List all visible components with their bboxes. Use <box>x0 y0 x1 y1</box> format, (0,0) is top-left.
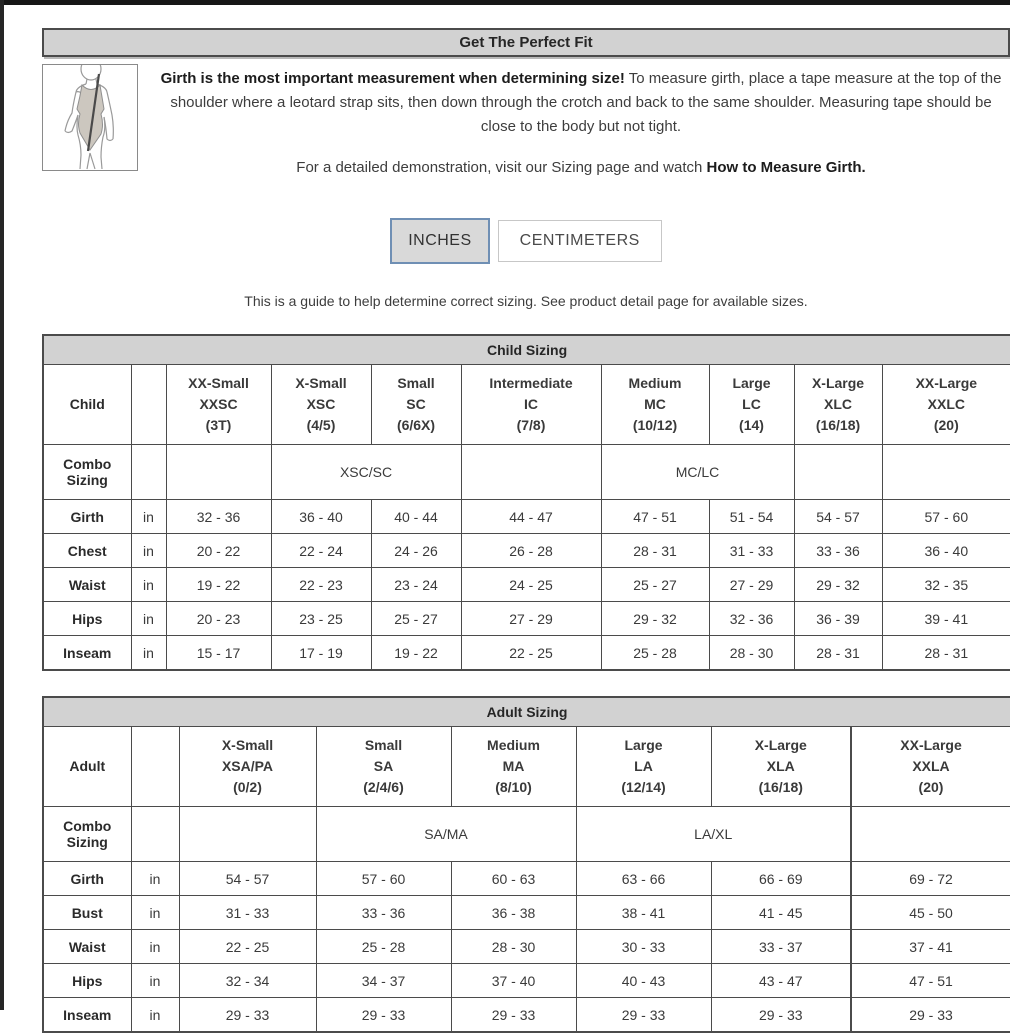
size-header-line: (3T) <box>205 417 232 433</box>
size-header-line: XXLC <box>927 396 965 412</box>
combo-sizing-cell <box>794 445 882 500</box>
size-header-line: (6/6X) <box>396 417 436 433</box>
measurement-value: 36 - 39 <box>794 602 882 636</box>
table-title: Child Sizing <box>43 335 1010 365</box>
screenshot-left-border <box>0 0 4 1010</box>
size-column-header <box>451 727 576 807</box>
measurement-row <box>43 568 1010 602</box>
combo-sizing-cell <box>166 445 271 500</box>
combo-sizing-row <box>43 807 1010 862</box>
size-header-line: XX-Small <box>188 375 249 391</box>
size-column-header <box>709 365 794 445</box>
measurement-value: 29 - 33 <box>851 998 1010 1033</box>
unit-toggle-group <box>42 218 1010 264</box>
size-header-line: X-Large <box>811 375 865 391</box>
size-header-line: (2/4/6) <box>363 779 404 795</box>
unit-header-cell <box>131 365 166 445</box>
combo-sizing-cell: XSC/SC <box>271 445 461 500</box>
measurement-value: 63 - 66 <box>576 862 711 896</box>
table-title-row <box>43 697 1010 727</box>
size-header-line: (10/12) <box>632 417 678 433</box>
measurement-value: 47 - 51 <box>851 964 1010 998</box>
measurement-value: 28 - 31 <box>794 636 882 671</box>
size-header-line: (20) <box>918 779 944 795</box>
measurement-value: 57 - 60 <box>882 500 1010 534</box>
measurement-value: 32 - 36 <box>166 500 271 534</box>
measurement-value: 15 - 17 <box>166 636 271 671</box>
measurement-value: 47 - 51 <box>601 500 709 534</box>
measurement-value: 22 - 25 <box>461 636 601 671</box>
child-sizing-table <box>42 334 1010 671</box>
measurement-value: 22 - 23 <box>271 568 371 602</box>
row-group-label: Child <box>43 365 131 445</box>
intro-text-column <box>138 64 1010 176</box>
size-header-line: (16/18) <box>758 779 803 795</box>
combo-sizing-cell: LA/XL <box>576 807 851 862</box>
measurement-value: 29 - 32 <box>601 602 709 636</box>
combo-sizing-cell <box>179 807 316 862</box>
size-header-line: XSC <box>306 396 336 412</box>
size-header-line: Small <box>364 737 403 753</box>
size-header-line: IC <box>524 396 538 412</box>
unit-cell: in <box>131 534 166 568</box>
size-header-row <box>43 727 1010 807</box>
measurement-row <box>43 602 1010 636</box>
measurement-value: 30 - 33 <box>576 930 711 964</box>
measurement-value: 23 - 24 <box>371 568 461 602</box>
size-header-line: SC <box>406 396 426 412</box>
measurement-value: 29 - 33 <box>179 998 316 1033</box>
unit-cell: in <box>131 930 179 964</box>
measurement-value: 36 - 38 <box>451 896 576 930</box>
measurement-value: 44 - 47 <box>461 500 601 534</box>
measurement-value: 51 - 54 <box>709 500 794 534</box>
measurement-value: 32 - 36 <box>709 602 794 636</box>
size-header-line: (0/2) <box>233 779 262 795</box>
measurement-value: 26 - 28 <box>461 534 601 568</box>
size-column-header <box>271 365 371 445</box>
measurement-value: 20 - 22 <box>166 534 271 568</box>
measurement-value: 27 - 29 <box>461 602 601 636</box>
measurement-label: Hips <box>43 964 131 998</box>
measurement-value: 33 - 36 <box>794 534 882 568</box>
measurement-value: 28 - 30 <box>451 930 576 964</box>
measurement-value: 37 - 40 <box>451 964 576 998</box>
size-header-row <box>43 365 1010 445</box>
measurement-value: 40 - 43 <box>576 964 711 998</box>
measurement-value: 17 - 19 <box>271 636 371 671</box>
measurement-value: 28 - 31 <box>601 534 709 568</box>
measurement-row <box>43 896 1010 930</box>
measurement-value: 23 - 25 <box>271 602 371 636</box>
size-header-line: SA <box>373 758 394 774</box>
intro-bold-text: Girth is the most important measurement when determining size! <box>160 70 625 87</box>
unit-cell: in <box>131 896 179 930</box>
size-header-line: XLA <box>766 758 795 774</box>
size-column-header <box>166 365 271 445</box>
measurement-value: 20 - 23 <box>166 602 271 636</box>
measurement-value: 33 - 37 <box>711 930 851 964</box>
measurement-label: Waist <box>43 930 131 964</box>
size-column-header <box>576 727 711 807</box>
table-title: Adult Sizing <box>43 697 1010 727</box>
measurement-value: 24 - 25 <box>461 568 601 602</box>
measurement-value: 43 - 47 <box>711 964 851 998</box>
size-header-line: Small <box>397 375 435 391</box>
measurement-value: 37 - 41 <box>851 930 1010 964</box>
size-header-line: Medium <box>628 375 682 391</box>
measurement-value: 29 - 32 <box>794 568 882 602</box>
size-header-line: (14) <box>739 417 764 433</box>
demo-bold-text: How to Measure Girth. <box>706 159 866 176</box>
measurement-value: 40 - 44 <box>371 500 461 534</box>
size-header-line: Large <box>732 375 771 391</box>
unit-cell: in <box>131 500 166 534</box>
leotard-illustration-box <box>42 64 138 171</box>
combo-sizing-cell <box>851 807 1010 862</box>
size-column-header <box>371 365 461 445</box>
measurement-value: 34 - 37 <box>316 964 451 998</box>
measurement-value: 31 - 33 <box>179 896 316 930</box>
measurement-label: Chest <box>43 534 131 568</box>
measurement-row <box>43 964 1010 998</box>
measurement-value: 36 - 40 <box>271 500 371 534</box>
demo-text: For a detailed demonstration, visit our Sizing page and watch <box>296 159 707 176</box>
unit-cell <box>131 445 166 500</box>
combo-sizing-label: Combo Sizing <box>43 445 131 500</box>
size-column-header <box>179 727 316 807</box>
combo-sizing-label: Combo Sizing <box>43 807 131 862</box>
measurement-label: Hips <box>43 602 131 636</box>
unit-cell <box>131 807 179 862</box>
size-column-header <box>882 365 1010 445</box>
size-header-line: X-Large <box>754 737 807 753</box>
measurement-value: 28 - 31 <box>882 636 1010 671</box>
adult-sizing-table <box>42 696 1010 1033</box>
measurement-value: 36 - 40 <box>882 534 1010 568</box>
measurement-value: 29 - 33 <box>316 998 451 1033</box>
size-header-line: Intermediate <box>489 375 573 391</box>
size-header-line: Medium <box>487 737 540 753</box>
measurement-value: 57 - 60 <box>316 862 451 896</box>
row-group-label: Adult <box>43 727 131 807</box>
combo-sizing-row <box>43 445 1010 500</box>
size-header-line: (16/18) <box>815 417 861 433</box>
measurement-row <box>43 636 1010 671</box>
measurement-row <box>43 930 1010 964</box>
size-header-line: XX-Large <box>915 375 978 391</box>
size-column-header <box>851 727 1010 807</box>
measurement-value: 25 - 27 <box>601 568 709 602</box>
size-header-line: (20) <box>933 417 959 433</box>
measurement-value: 25 - 27 <box>371 602 461 636</box>
size-header-line: XLC <box>824 396 852 412</box>
measurement-label: Waist <box>43 568 131 602</box>
measurement-value: 29 - 33 <box>711 998 851 1033</box>
combo-sizing-cell <box>461 445 601 500</box>
size-column-header <box>316 727 451 807</box>
measurement-value: 32 - 34 <box>179 964 316 998</box>
measurement-value: 32 - 35 <box>882 568 1010 602</box>
intro-body-text: To measure girth, place a tape measure at the top of the shoulder where a leotard strap sits, then down through the crotch and back to the same shoulder. Measuring tape should be close to the body but not tight. <box>170 70 1002 135</box>
size-header-line: LA <box>634 758 653 774</box>
measurement-value: 28 - 30 <box>709 636 794 671</box>
measurement-value: 54 - 57 <box>794 500 882 534</box>
measurement-value: 38 - 41 <box>576 896 711 930</box>
unit-cell: in <box>131 602 166 636</box>
size-header-line: (4/5) <box>306 417 336 433</box>
size-column-header <box>794 365 882 445</box>
size-header-line: (12/14) <box>621 779 666 795</box>
page-title: Get The Perfect Fit <box>459 34 593 51</box>
size-header-line: X-Small <box>295 375 347 391</box>
measurement-value: 24 - 26 <box>371 534 461 568</box>
intro-section <box>42 64 1010 176</box>
measurement-label: Girth <box>43 862 131 896</box>
unit-cell: in <box>131 568 166 602</box>
demo-instruction-line <box>154 159 1008 176</box>
measurement-value: 39 - 41 <box>882 602 1010 636</box>
size-header-line: X-Small <box>221 737 274 753</box>
unit-cell: in <box>131 964 179 998</box>
size-header-line: XXLA <box>912 758 950 774</box>
size-header-line: XX-Large <box>900 737 962 753</box>
measurement-value: 19 - 22 <box>166 568 271 602</box>
measurement-value: 60 - 63 <box>451 862 576 896</box>
measurement-label: Bust <box>43 896 131 930</box>
unit-header-cell <box>131 727 179 807</box>
measurement-row <box>43 534 1010 568</box>
measurement-value: 29 - 33 <box>451 998 576 1033</box>
size-header-line: XXSC <box>199 396 238 412</box>
measurement-value: 25 - 28 <box>316 930 451 964</box>
combo-sizing-cell <box>882 445 1010 500</box>
centimeters-button[interactable]: CENTIMETERS <box>498 220 662 262</box>
size-header-line: Large <box>624 737 663 753</box>
measurement-row <box>43 998 1010 1033</box>
size-header-line: (8/10) <box>495 779 532 795</box>
intro-paragraph <box>154 67 1008 139</box>
measurement-value: 54 - 57 <box>179 862 316 896</box>
size-column-header <box>601 365 709 445</box>
measurement-value: 19 - 22 <box>371 636 461 671</box>
leotard-girth-diagram-icon <box>43 65 137 170</box>
combo-sizing-cell: SA/MA <box>316 807 576 862</box>
combo-sizing-cell: MC/LC <box>601 445 794 500</box>
measurement-value: 69 - 72 <box>851 862 1010 896</box>
measurement-value: 25 - 28 <box>601 636 709 671</box>
unit-cell: in <box>131 862 179 896</box>
measurement-row <box>43 862 1010 896</box>
measurement-label: Inseam <box>43 998 131 1033</box>
measurement-value: 66 - 69 <box>711 862 851 896</box>
measurement-value: 33 - 36 <box>316 896 451 930</box>
unit-cell: in <box>131 998 179 1033</box>
measurement-label: Girth <box>43 500 131 534</box>
unit-cell: in <box>131 636 166 671</box>
measurement-value: 22 - 24 <box>271 534 371 568</box>
page-title-bar <box>42 28 1010 57</box>
size-chart-page <box>42 28 1010 1033</box>
size-header-line: (7/8) <box>516 417 546 433</box>
measurement-value: 29 - 33 <box>576 998 711 1033</box>
screenshot-top-border <box>0 0 1010 5</box>
size-header-line: LC <box>742 396 761 412</box>
inches-button[interactable]: INCHES <box>390 218 489 264</box>
sizing-guide-note: This is a guide to help determine correct sizing. See product detail page for available sizes. <box>244 293 808 309</box>
measurement-row <box>43 500 1010 534</box>
size-header-line: MA <box>502 758 525 774</box>
size-column-header <box>461 365 601 445</box>
measurement-value: 22 - 25 <box>179 930 316 964</box>
size-column-header <box>711 727 851 807</box>
size-header-line: MC <box>644 396 666 412</box>
table-title-row <box>43 335 1010 365</box>
measurement-value: 45 - 50 <box>851 896 1010 930</box>
measurement-value: 31 - 33 <box>709 534 794 568</box>
size-header-line: XSA/PA <box>221 758 274 774</box>
measurement-value: 41 - 45 <box>711 896 851 930</box>
measurement-value: 27 - 29 <box>709 568 794 602</box>
measurement-label: Inseam <box>43 636 131 671</box>
